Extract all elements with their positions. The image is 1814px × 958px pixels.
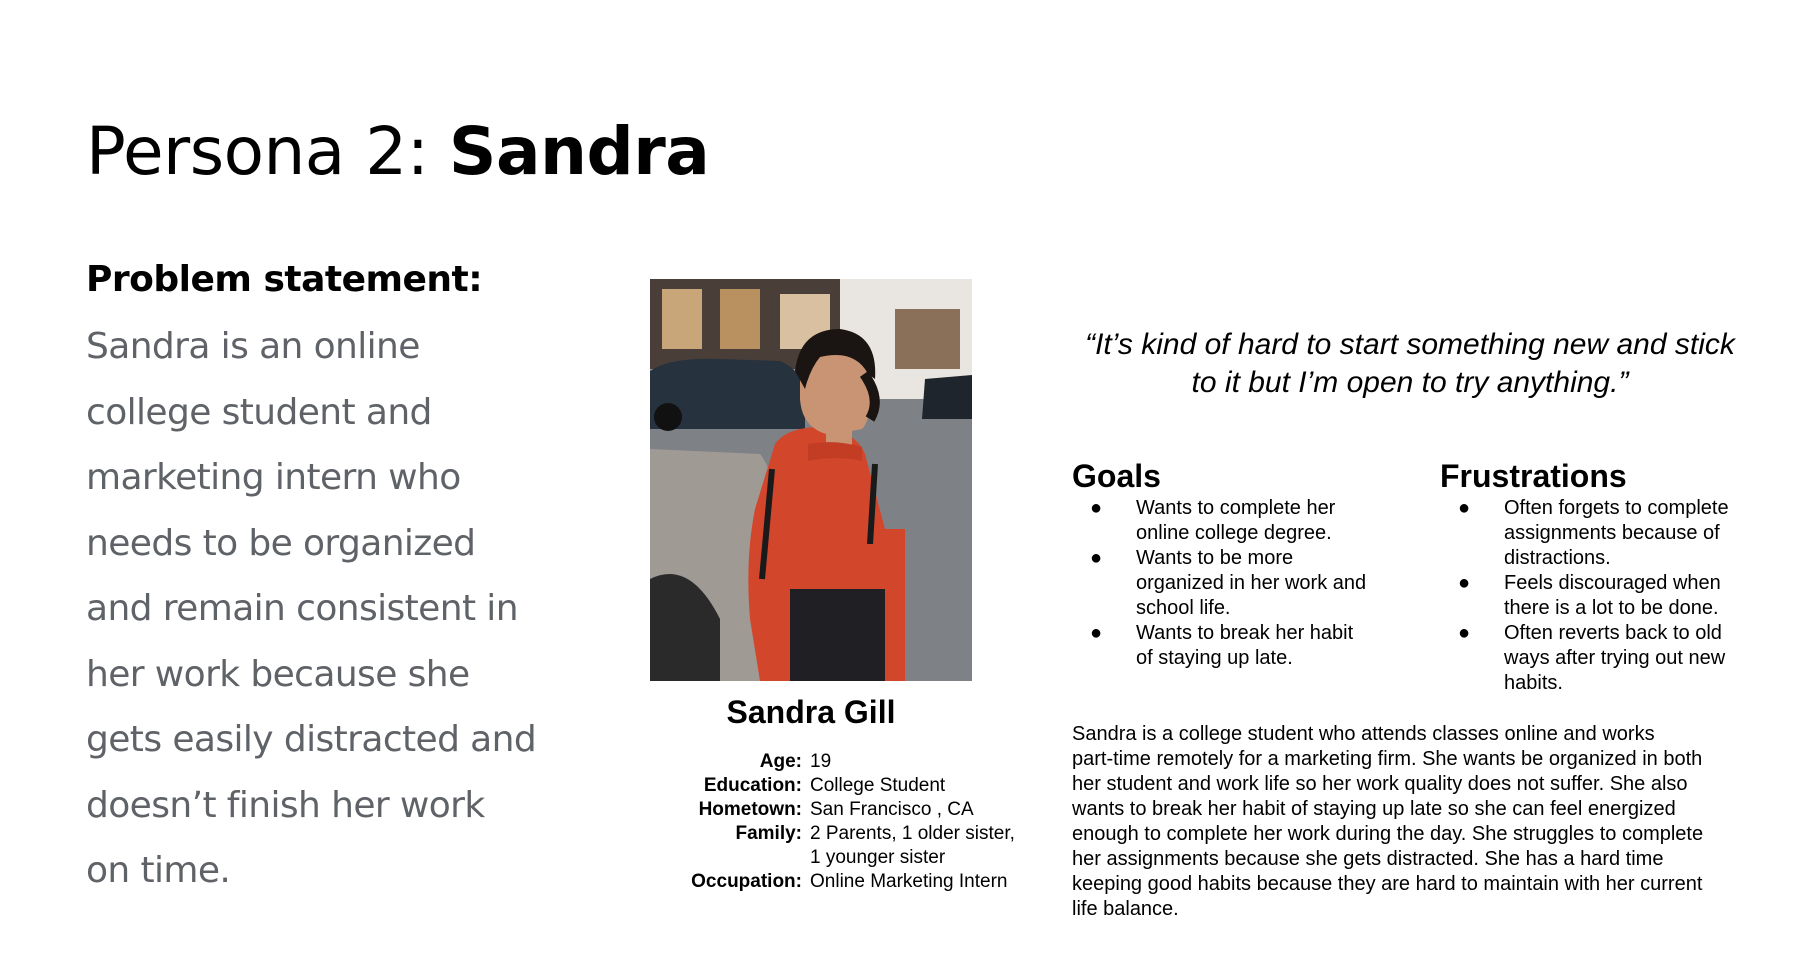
- page-title: [86, 112, 709, 192]
- problem-line: doesn’t finish her work: [86, 784, 485, 826]
- problem-line: and remain consistent in: [86, 588, 518, 629]
- fact-label: Family:: [735, 823, 802, 844]
- problem-line: on time.: [86, 850, 231, 891]
- bullet-icon: ●: [1458, 572, 1471, 594]
- fact-label: Hometown:: [698, 799, 802, 820]
- bullet-icon: ●: [1090, 547, 1103, 569]
- bullet-icon: ●: [1090, 622, 1103, 644]
- bio-line: life balance.: [1072, 898, 1179, 920]
- title-prefix: Persona 2:: [86, 113, 449, 190]
- frustration-text: Often reverts back to old ways after trying out new habits.: [1504, 622, 1726, 694]
- bio-line: keeping good habits because they are hard to maintain with her current: [1072, 873, 1703, 895]
- frustration-text: Often forgets to complete assignments because of distractions.: [1504, 497, 1729, 569]
- list-item: [1072, 546, 1372, 621]
- frustration-text: Feels discouraged when there is a lot to be done.: [1504, 572, 1721, 619]
- bullet-icon: ●: [1458, 497, 1471, 519]
- persona-quote: “It’s kind of hard to start something new and stick to it but I’m open to try anything.”: [1085, 328, 1735, 399]
- list-item: [1072, 621, 1372, 671]
- problem-line: Sandra is an online: [86, 326, 420, 367]
- bio-line: wants to break her habit of staying up late so she can feel energized: [1072, 798, 1676, 820]
- bio-line: part-time remotely for a marketing firm. She wants be organized in both: [1072, 748, 1703, 770]
- list-item: [1072, 496, 1372, 546]
- list-item: [1440, 496, 1758, 571]
- title-persona-name: Sandra: [448, 113, 710, 190]
- fact-value: 2 Parents, 1 older sister, 1 younger sister: [810, 823, 1015, 868]
- frustrations-heading: Frustrations: [1440, 458, 1627, 494]
- problem-line: gets easily distracted and: [86, 719, 537, 760]
- problem-statement-heading: Problem statement:: [86, 259, 483, 300]
- goal-text: Wants to complete her online college degree.: [1136, 497, 1336, 544]
- bio-line: enough to complete her work during the day. She struggles to complete: [1072, 823, 1704, 845]
- fact-row-family: [640, 822, 1040, 870]
- problem-line: college student and: [86, 391, 432, 433]
- bullet-icon: ●: [1090, 497, 1103, 519]
- problem-statement-text: [86, 314, 536, 904]
- fact-value: College Student: [810, 775, 946, 796]
- goals-list: [1072, 496, 1372, 671]
- persona-facts: [640, 750, 1040, 894]
- persona-full-name: Sandra Gill: [726, 694, 896, 730]
- fact-row-education: [640, 774, 1040, 798]
- goals-heading: Goals: [1072, 458, 1161, 494]
- goal-text: Wants to be more organized in her work and school life.: [1136, 547, 1367, 619]
- fact-label: Occupation:: [691, 871, 802, 892]
- problem-line: her work because she: [86, 653, 470, 695]
- bio-line: her student and work life so her work quality does not suffer. She also: [1072, 773, 1688, 795]
- frustrations-list: [1440, 496, 1758, 696]
- bio-line: Sandra is a college student who attends classes online and works: [1072, 723, 1655, 745]
- problem-line: marketing intern who: [86, 457, 461, 498]
- fact-row-age: [640, 750, 1040, 774]
- goal-text: Wants to break her habit of staying up late.: [1136, 622, 1354, 669]
- persona-bio: [1072, 722, 1772, 922]
- list-item: [1440, 621, 1758, 696]
- fact-row-occupation: [640, 870, 1040, 894]
- list-item: [1440, 571, 1758, 621]
- fact-value: San Francisco , CA: [810, 799, 974, 820]
- bullet-icon: ●: [1458, 622, 1471, 644]
- problem-line: needs to be organized: [86, 522, 476, 564]
- persona-photo: [650, 279, 972, 681]
- persona-photo-illustration: [650, 279, 972, 681]
- fact-value: 19: [810, 751, 832, 772]
- fact-label: Education:: [703, 775, 802, 796]
- fact-label: Age:: [759, 751, 802, 772]
- fact-value: Online Marketing Intern: [810, 871, 1008, 892]
- fact-row-hometown: [640, 798, 1040, 822]
- bio-line: her assignments because she gets distracted. She has a hard time: [1072, 848, 1664, 870]
